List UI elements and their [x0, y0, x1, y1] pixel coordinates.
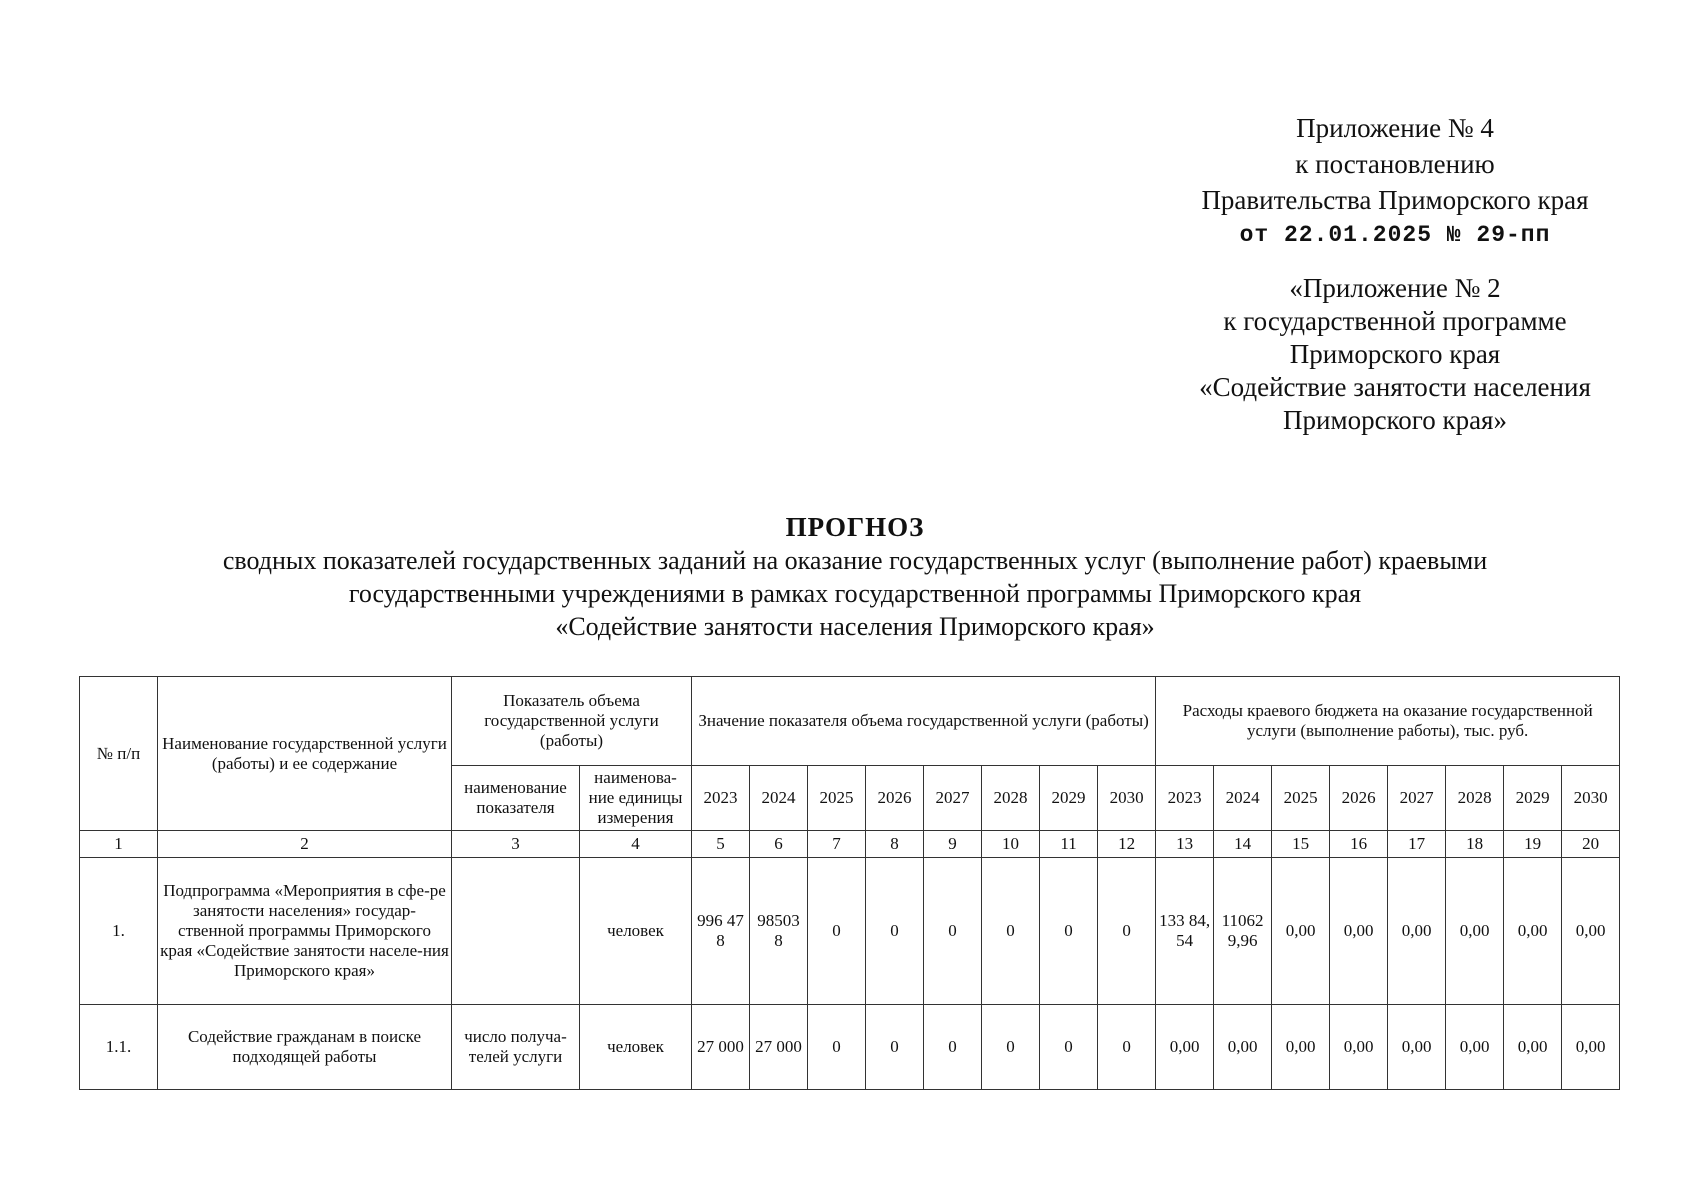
header-year-expense: 2030 — [1562, 766, 1620, 831]
row-expense: 0,00 — [1446, 1005, 1504, 1090]
row-value: 27 000 — [692, 1005, 750, 1090]
row-service-name: Подпрограмма «Мероприятия в сфе-ре занятости населения» государ-ственной программы Приморского края «Содействие занятости населе-ния Приморского края» — [158, 858, 452, 1005]
header-year-expense: 2026 — [1330, 766, 1388, 831]
row-expense: 0,00 — [1388, 858, 1446, 1005]
header-indicator-name: наименование показателя — [452, 766, 580, 831]
annex2-line-5: Приморского края» — [1283, 405, 1507, 435]
header-year-value: 2028 — [982, 766, 1040, 831]
annex2-line-2: к государственной программе — [1223, 306, 1567, 336]
header-expense-group: Расходы краевого бюджета на оказание государственной услуги (выполнение работы), тыс. руб. — [1156, 677, 1620, 766]
row-expense: 0,00 — [1330, 1005, 1388, 1090]
row-expense: 0,00 — [1562, 1005, 1620, 1090]
title-sub-3: «Содействие занятости населения Приморского края» — [555, 612, 1155, 641]
header-indicator-group: Показатель объема государственной услуги (работы) — [452, 677, 692, 766]
column-number: 13 — [1156, 831, 1214, 858]
forecast-table — [79, 676, 1620, 1090]
column-number-row — [80, 831, 1620, 858]
column-number: 7 — [808, 831, 866, 858]
header-num: № п/п — [80, 677, 158, 831]
row-value: 0 — [1098, 1005, 1156, 1090]
header-value-group: Значение показателя объема государственной услуги (работы) — [692, 677, 1156, 766]
annex-line-3: Правительства Приморского края — [1201, 185, 1589, 215]
title-sub-2: государственными учреждениями в рамках государственной программы Приморского края — [348, 579, 1362, 608]
column-number: 8 — [866, 831, 924, 858]
column-number: 14 — [1214, 831, 1272, 858]
header-year-value: 2027 — [924, 766, 982, 831]
column-number: 19 — [1504, 831, 1562, 858]
row-value: 996 47 8 — [692, 858, 750, 1005]
table-row — [80, 1005, 1620, 1090]
row-expense: 0,00 — [1504, 1005, 1562, 1090]
row-indicator — [452, 858, 580, 1005]
row-value: 0 — [924, 1005, 982, 1090]
annex2-line-4: «Содействие занятости населения — [1199, 372, 1591, 402]
column-number: 18 — [1446, 831, 1504, 858]
decree-reference: от 22.01.2025 № 29-пп — [1239, 222, 1551, 248]
row-expense: 0,00 — [1562, 858, 1620, 1005]
row-value: 0 — [808, 1005, 866, 1090]
header-year-expense: 2029 — [1504, 766, 1562, 831]
row-expense: 0,00 — [1272, 1005, 1330, 1090]
header-name: Наименование государственной услуги (работы) и ее содержание — [158, 677, 452, 831]
column-number: 11 — [1040, 831, 1098, 858]
row-num: 1. — [80, 858, 158, 1005]
row-value: 0 — [982, 858, 1040, 1005]
row-expense: 133 84, 54 — [1156, 858, 1214, 1005]
column-number: 2 — [158, 831, 452, 858]
header-row-1 — [80, 677, 1620, 766]
row-service-name: Содействие гражданам в поиске подходящей работы — [158, 1005, 452, 1090]
header-year-value: 2026 — [866, 766, 924, 831]
row-value: 0 — [1098, 858, 1156, 1005]
header-year-value: 2029 — [1040, 766, 1098, 831]
row-value: 98503 8 — [750, 858, 808, 1005]
column-number: 3 — [452, 831, 580, 858]
row-expense: 0,00 — [1272, 858, 1330, 1005]
header-year-expense: 2027 — [1388, 766, 1446, 831]
header-year-expense: 2023 — [1156, 766, 1214, 831]
header-year-expense: 2025 — [1272, 766, 1330, 831]
column-number: 5 — [692, 831, 750, 858]
header-year-value: 2023 — [692, 766, 750, 831]
annex2-line-3: Приморского края — [1289, 339, 1501, 369]
row-num: 1.1. — [80, 1005, 158, 1090]
column-number: 4 — [580, 831, 692, 858]
header-year-expense: 2028 — [1446, 766, 1504, 831]
annex2-line-1: «Приложение № 2 — [1289, 273, 1501, 303]
row-unit: человек — [580, 1005, 692, 1090]
row-indicator: число получа-телей услуги — [452, 1005, 580, 1090]
row-expense: 0,00 — [1330, 858, 1388, 1005]
row-value: 0 — [866, 858, 924, 1005]
annex-line-1: Приложение № 4 — [1296, 113, 1494, 143]
row-unit: человек — [580, 858, 692, 1005]
header-year-value: 2030 — [1098, 766, 1156, 831]
column-number: 20 — [1562, 831, 1620, 858]
header-year-value: 2025 — [808, 766, 866, 831]
row-value: 0 — [1040, 858, 1098, 1005]
row-value: 0 — [808, 858, 866, 1005]
column-number: 9 — [924, 831, 982, 858]
title-sub-1: сводных показателей государственных заданий на оказание государственных услуг (выполнение работ) краевыми — [222, 546, 1488, 575]
header-unit-name: наименова-ние единицы измерения — [580, 766, 692, 831]
row-expense: 0,00 — [1214, 1005, 1272, 1090]
column-number: 16 — [1330, 831, 1388, 858]
row-value: 0 — [924, 858, 982, 1005]
column-number: 1 — [80, 831, 158, 858]
row-value: 0 — [866, 1005, 924, 1090]
row-value: 27 000 — [750, 1005, 808, 1090]
row-expense: 0,00 — [1446, 858, 1504, 1005]
column-number: 15 — [1272, 831, 1330, 858]
row-expense: 0,00 — [1388, 1005, 1446, 1090]
document-title — [140, 510, 1570, 643]
row-value: 0 — [982, 1005, 1040, 1090]
row-expense: 0,00 — [1156, 1005, 1214, 1090]
column-number: 17 — [1388, 831, 1446, 858]
annex-block — [1185, 110, 1605, 250]
column-number: 6 — [750, 831, 808, 858]
row-expense: 11062 9,96 — [1214, 858, 1272, 1005]
column-number: 12 — [1098, 831, 1156, 858]
row-value: 0 — [1040, 1005, 1098, 1090]
header-year-value: 2024 — [750, 766, 808, 831]
annex2-block — [1185, 272, 1605, 437]
forecast-table-wrapper — [79, 676, 1619, 1090]
annex-line-2: к постановлению — [1295, 149, 1495, 179]
column-number: 10 — [982, 831, 1040, 858]
table-row — [80, 858, 1620, 1005]
header-year-expense: 2024 — [1214, 766, 1272, 831]
title-main: ПРОГНОЗ — [785, 512, 925, 542]
row-expense: 0,00 — [1504, 858, 1562, 1005]
